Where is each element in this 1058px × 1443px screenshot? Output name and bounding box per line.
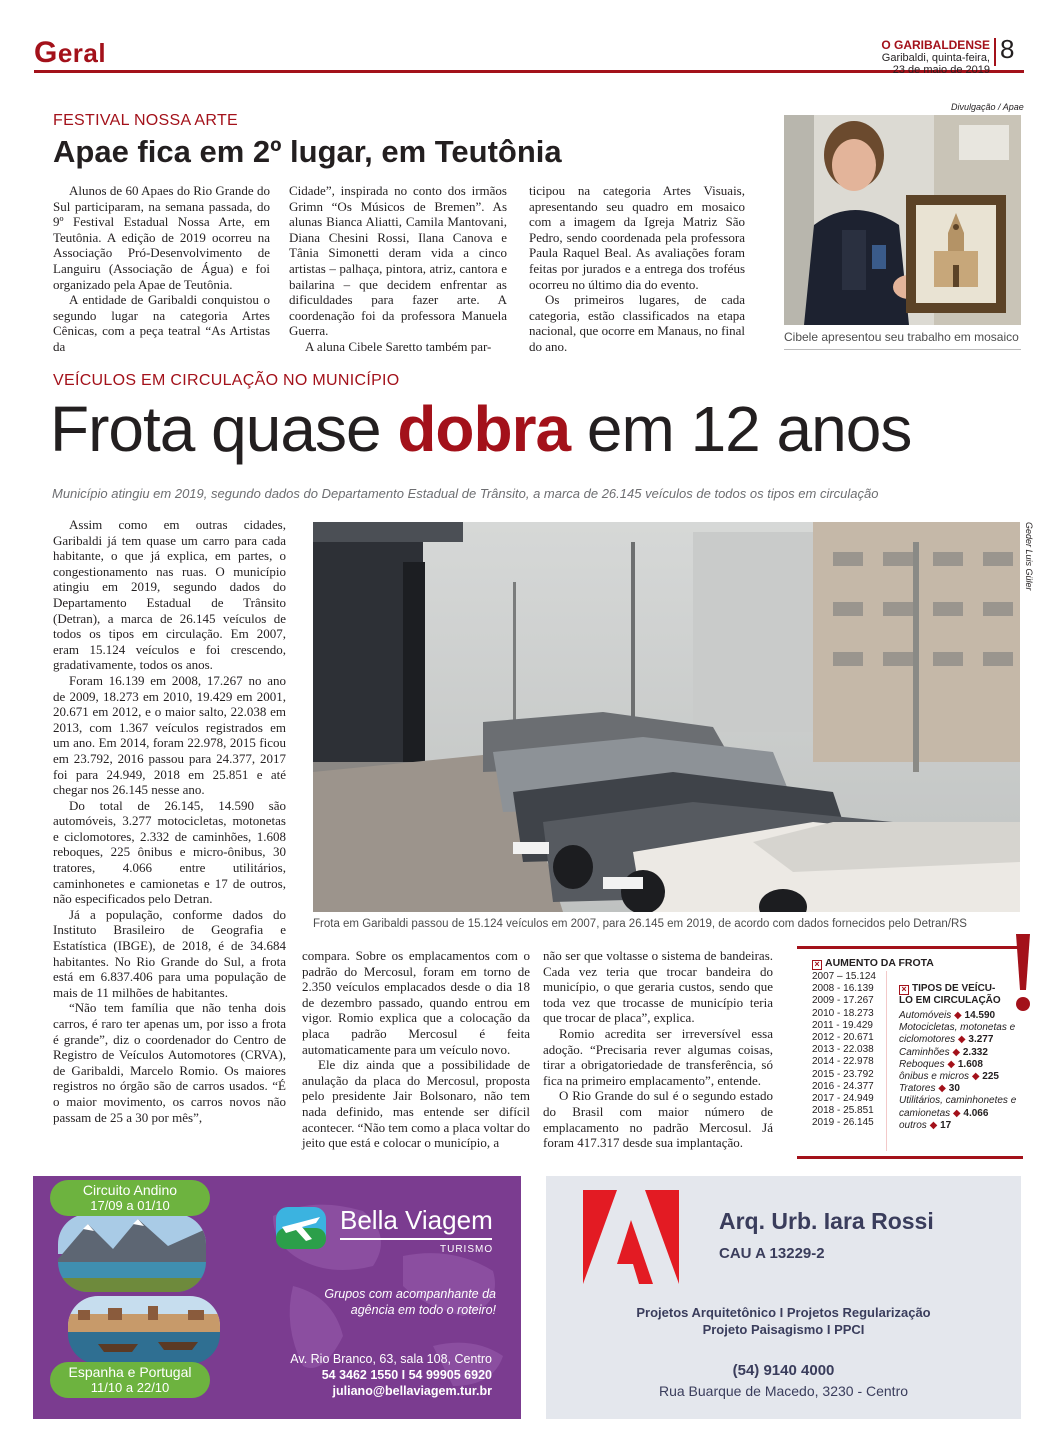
- article2-kicker: VEÍCULOS EM CIRCULAÇÃO NO MUNICÍPIO: [53, 372, 400, 389]
- paragraph: O Rio Grande do sul é o segundo estado do Brasil com maior número de emplacamento no padrão Mercosul. Já foram 417.317 desde sua implantação.: [543, 1088, 773, 1151]
- ad1-address: Av. Rio Branco, 63, sala 108, Centro: [290, 1352, 492, 1366]
- porto-photo: [68, 1296, 220, 1364]
- paragraph: A aluna Cibele Saretto também par-: [305, 338, 492, 354]
- section-name: Geral: [34, 36, 107, 69]
- list-item: ônibus e micros ◆ 225: [899, 1071, 999, 1083]
- page-divider: [994, 38, 996, 66]
- caption-rule: [784, 349, 1021, 350]
- paragraph: Do total de 26.145, 14.590 são automóveis, 3.277 motocicletas, motonetas e ciclomotores, 2.332 de caminhões, 1.608 reboques, 225 ônibus e micro-ônibus, 30 tratores, 4.066 entre utilitários, caminhonetes e camionetas e 17 de outros, não especificados pelo Detran.: [53, 797, 286, 907]
- headline-part1: Frota quase: [50, 393, 398, 465]
- list-item: Caminhões ◆ 2.332: [899, 1046, 988, 1058]
- article1-photo-caption: Cibele apresentou seu trabalho em mosaico: [784, 330, 1019, 344]
- paragraph: Alunos de 60 Apaes do Rio Grande do Sul participaram, na semana passada, do 9º Festival Estadual Nossa Arte, em Teutônia. A edição de 2019 ocorreu na Associação Pró-Desenvolvimento de Languiru (Associação de Água) e foi organizado pela Apae de Teutônia.: [53, 183, 270, 292]
- ad1-tagline: Grupos com acompanhante da agência em todo o roteiro!: [324, 1287, 496, 1317]
- paragraph: A entidade de Garibaldi conquistou o segundo lugar na categoria Artes Cênicas, com a peça teatral “As Artistas da: [53, 292, 270, 354]
- brand-underline: [340, 1238, 492, 1240]
- ad2-cau: CAU A 13229-2: [719, 1245, 825, 1262]
- article2-column-1: [53, 517, 286, 1125]
- headline-part2: em 12 anos: [570, 393, 912, 465]
- types-list: [899, 1010, 1023, 1132]
- paragraph: Foram 16.139 em 2008, 17.267 no ano de 2009, 18.273 em 2010, 19.429 em 2001, 20.671 em 2012, e o maior salto, 22.038 em 2013, com 1.367 veículos registrados em um ano. Em 2014, foram 22.978, 2015 ficou em 23.792, 2016 passou para 24.377, 2017 foi para 24.949, 2018 em 25.851 e até chegar nos 26.145 nesse ano.: [53, 672, 286, 798]
- paragraph: Os primeiros lugares, de cada categoria, estão classificados na etapa nacional, que ocorre em Manaus, no final do ano.: [529, 292, 745, 354]
- publication-date-line2: 23 de maio de 2019: [892, 64, 990, 76]
- article2-photo: [313, 522, 1020, 912]
- list-item: 2019 - 26.145: [812, 1117, 874, 1129]
- article1-column-1: [53, 183, 270, 355]
- list-item: 2015 - 23.792: [812, 1068, 874, 1080]
- list-item: 2017 - 24.949: [812, 1093, 874, 1105]
- list-item: Tratores ◆ 30: [899, 1083, 960, 1095]
- ad1-contact: [286, 1351, 492, 1399]
- ad1-brand-sub: TURISMO: [440, 1244, 494, 1255]
- paragraph: compara. Sobre os emplacamentos com o padrão do Mercosul, foram em torno de 2.350 veículos emplacados desde o dia 18 de dezembro passado, quando entrou em vigor. Romio explica que a colocação da placa padrão Mercosul é feita automaticamente para um veículo novo.: [302, 948, 530, 1057]
- list-item: 2011 - 19.429: [812, 1019, 873, 1031]
- ad2-services-line2: Projeto Paisagismo I PPCI: [702, 1322, 865, 1337]
- list-item: Automóveis ◆ 14.590: [899, 1010, 996, 1021]
- article2-column-2: [302, 948, 530, 1151]
- espanha-portugal-badge: [50, 1362, 210, 1398]
- list-item: 2008 - 16.139: [812, 983, 874, 995]
- photo-parked-cars: [313, 522, 1020, 912]
- photo-girl-with-mosaic: [784, 115, 1021, 325]
- paragraph: Ele diz ainda que a possibilidade de anulação da placa do Mercosul, proposta pelo presidente Jair Bolsonaro, não tem nada definido, mas entende ser difícil acontecer. “Não tem como a placa voltar do jeito que está e colocar o município, a: [302, 1057, 530, 1151]
- article1-photo: [784, 115, 1021, 325]
- growth-list: [812, 971, 876, 1130]
- paragraph: Cidade”, inspirada no conto dos irmãos Grimn “Os Músicos de Bremen”. As alunas Bianca Aliatti, Camila Mantovani, Diana Chesini Rossi, Ilana Canova e Tânia Simonetti deram vida a cinco artistas – palhaça, pintora, atriz, cantora e bailarina – que decidem enfrentar as dificuldades para fazer arte. A coordenação foi da professora Manuela Guerra.: [289, 183, 507, 339]
- list-item: 2007 – 15.124: [812, 971, 876, 982]
- types-title: × TIPOS DE VEÍCU- LO EM CIRCULAÇÃO: [899, 983, 1001, 1006]
- paragraph: “Não tem família que não tenha dois carros, é raro ter apenas um, por isso a frota é grande”, diz o coordenador do Centro de Registro de Veículos Automotores (CRVA), de Garibaldi, Marcelo Romio. Os maiores registros no órgão são de carros usados. “É o maior movimento, os carros novos não passam de 25 a 30 por mês”,: [53, 1000, 286, 1125]
- andes-photo: [58, 1214, 206, 1292]
- list-item: 2012 - 20.671: [812, 1032, 874, 1044]
- list-item: Reboques ◆ 1.608: [899, 1058, 983, 1070]
- list-item: Utilitários, caminhonetes e camionetas ◆ 4.066: [899, 1095, 1017, 1119]
- publication-name: O GARIBALDENSE: [881, 38, 990, 52]
- article2-column-3: [543, 948, 773, 1151]
- promo1-dates: 17/09 a 01/10: [90, 1198, 170, 1213]
- paragraph: Romio acredita ser irreversível essa adoção. “Precisaria rever algumas coisas, tirar a obrigatoriedade de transferência, só fica na primeiro emplacamento”, entende.: [543, 1025, 773, 1088]
- article2-subhead: Município atingiu em 2019, segundo dados do Departamento Estadual de Trânsito, a marca de 26.145 veículos de todos os tipos em circulação: [52, 486, 879, 501]
- list-item: 2009 - 17.267: [812, 995, 874, 1007]
- paragraph: não ser que voltasse o sistema de bandeiras. Cada vez teria que trocar bandeira do município, o que geraria custos, sendo que toda vez que trocasse de município teria que trocar de placa”, explica.: [543, 948, 773, 1026]
- promo2-dates: 11/10 a 22/10: [90, 1380, 170, 1395]
- ad1-email[interactable]: juliano@bellaviagem.tur.br: [332, 1384, 492, 1398]
- article1-headline: Apae fica em 2º lugar, em Teutônia: [53, 134, 562, 169]
- article2-photo-credit: Geder Luis Güler: [1024, 522, 1034, 591]
- ad2-name: Arq. Urb. Iara Rossi: [719, 1208, 934, 1234]
- list-item: Motocicletas, motonetas e ciclomotores ◆ 3.277: [899, 1022, 1016, 1046]
- promo2-title: Espanha e Portugal: [68, 1364, 192, 1380]
- list-item: 2018 - 25.851: [812, 1105, 874, 1117]
- publication-date-line1: Garibaldi, quinta-feira,: [881, 52, 990, 64]
- adobe-style-logo-icon: [583, 1190, 679, 1284]
- article2-photo-caption: Frota em Garibaldi passou de 15.124 veículos em 2007, para 26.145 em 2019, de acordo com dados fornecidos pelo Detran/RS: [313, 918, 967, 930]
- list-item: outros ◆ 17: [899, 1119, 952, 1131]
- ad1-brand: Bella Viagem: [340, 1205, 493, 1235]
- airplane-logo-icon: [272, 1203, 332, 1253]
- paragraph: ticipou na categoria Artes Visuais, apresentando seu quadro em mosaico com a imagem da Igreja Matriz São Pedro, sendo coordenada pela professora Paula Raquel Beal. As avaliações foram feitas por jurados e a entrega dos troféus ocorreu no último dia do evento.: [529, 183, 745, 292]
- headline-accent: dobra: [397, 393, 571, 465]
- ad1-phones: 54 3462 1550 I 54 99905 6920: [321, 1368, 492, 1382]
- article1-photo-credit: Divulgação / Apae: [951, 102, 1024, 112]
- publication-block: [881, 38, 990, 76]
- article1-column-3: [529, 183, 745, 355]
- page-number: 8: [1000, 34, 1015, 64]
- list-item: 2013 - 22.038: [812, 1044, 874, 1056]
- article1-column-2: [289, 183, 507, 355]
- promo1-title: Circuito Andino: [82, 1182, 178, 1198]
- header-rule: [34, 70, 1024, 73]
- article2-headline: [50, 392, 911, 466]
- article1-kicker: FESTIVAL NOSSA ARTE: [53, 112, 239, 129]
- ad2-phone: (54) 9140 4000: [732, 1362, 835, 1379]
- growth-title: × AUMENTO DA FROTA: [812, 957, 934, 970]
- list-item: 2014 - 22.978: [812, 1056, 874, 1068]
- list-item: 2010 - 18.273: [812, 1007, 874, 1019]
- paragraph: Já a população, conforme dados do Instituto Brasileiro de Geografia e Estatística (IBGE), de 2018, é de 34.684 habitantes. No Rio Grande do Sul, a frota está em 6.837.406 para uma população de mais de 11 milhões de habitantes.: [53, 906, 286, 1000]
- ad2-address: Rua Buarque de Macedo, 3230 - Centro: [658, 1383, 909, 1399]
- list-item: 2016 - 24.377: [812, 1080, 874, 1092]
- paragraph: Assim como em outras cidades, Garibaldi já tem quase um carro para cada habitante, o que já explica, em partes, o congestionamento nas ruas. O município atingiu em 2019, segundo dados do Departamento Estadual de Trânsito (Detran), a marca de 26.145 veículos de todos os tipos em circulação. Em 2007, eram 15.124 veículos e foi crescendo, gradativamente, todos os anos.: [53, 517, 286, 673]
- circuito-andino-badge: [50, 1180, 210, 1216]
- checkbox-x-icon: ×: [899, 985, 909, 995]
- checkbox-x-icon: ×: [812, 960, 822, 970]
- ad2-services-line1: Projetos Arquitetônico I Projetos Regularização: [636, 1305, 931, 1320]
